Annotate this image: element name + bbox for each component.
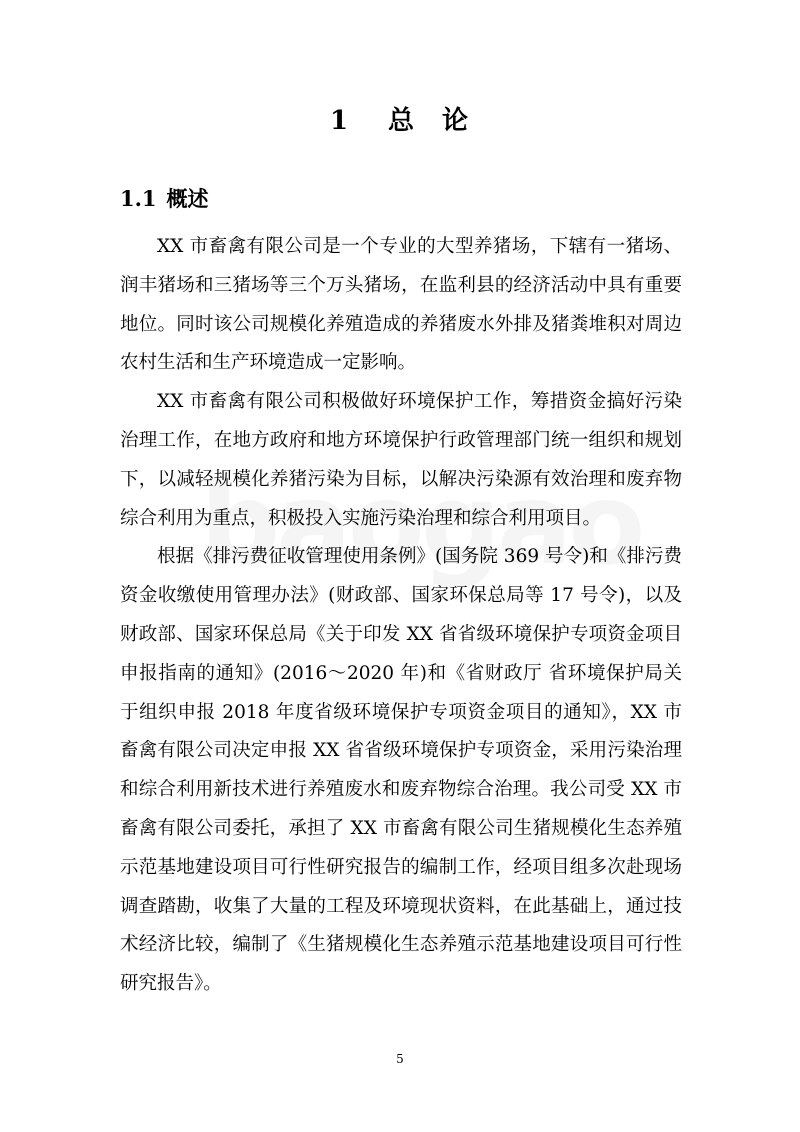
paragraph-1: XX 市畜禽有限公司是一个专业的大型养猪场，下辖有一猪场、润丰猪场和三猪场等三个万头猪场，在监利县的经济活动中具有重要地位。同时该公司规模化养殖造成的养猪废水外排及猪粪堆积对周边农村生活和生产环境造成一定影响。 xyxy=(120,236,682,374)
paragraph-3: 根据《排污费征收管理使用条例》(国务院 369 号令)和《排污费资金收缴使用管理办法》(财政部、国家环保总局等 17 号令)，以及财政部、国家环保总局《关于印发 XX 省省级环境保护专项资金项目申报指南的通知》(2016～2020 年)和《省财政厅 省环境保护局关于组织申报 2018 年度省级环境保护专项资金项目的通知》，XX 市畜禽有限公司决定申报 XX 省省级环境保护专项资金，采用污染治理和综合利用新技术进行养殖废水和废弃物综合治理。我公司受 XX 市畜禽有限公司委托，承担了 XX 市畜禽有限公司生猪规模化生态养殖示范基地建设项目可行性研究报告的编制工作，经项目组多次赴现场调查踏勘，收集了大量的工程及环境现状资料，在此基础上，通过技术经济比较，编制了《生猪规模化生态养殖示范基地建设项目可行性研究报告》。 xyxy=(120,546,682,995)
section-number: 1.1 xyxy=(120,186,157,211)
page-number: 5 xyxy=(396,1052,404,1066)
section-title: 概述 xyxy=(166,186,209,211)
chapter-number: 1 xyxy=(329,106,351,136)
body-text xyxy=(120,228,682,1004)
chapter-title xyxy=(0,100,800,137)
chapter-title-char-2: 论 xyxy=(442,106,471,136)
paragraph-2: XX 市畜禽有限公司积极做好环境保护工作，筹措资金搞好污染治理工作，在地方政府和地方环境保护行政管理部门统一组织和规划下，以减轻规模化养猪污染为目标，以解决污染源有效治理和废弃物综合利用为重点，积极投入实施污染治理和综合利用项目。 xyxy=(120,391,682,529)
section-heading xyxy=(120,183,209,213)
chapter-title-char-1: 总 xyxy=(388,106,417,136)
